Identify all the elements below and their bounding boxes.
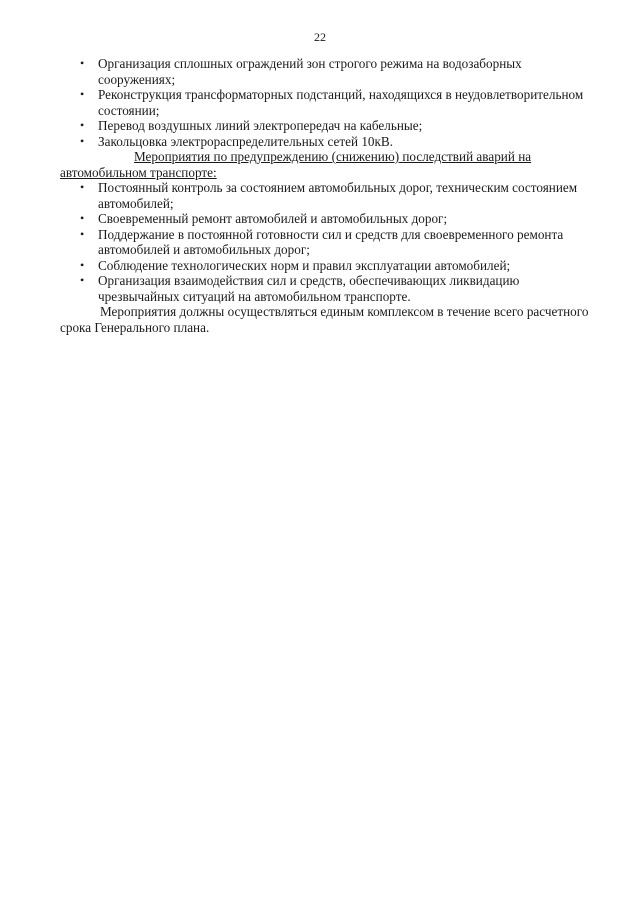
- list-item-text: Перевод воздушных линий электропередач на кабельные;: [98, 118, 423, 133]
- list-item-text: Организация сплошных ограждений зон строгого режима на водозаборных сооружениях;: [98, 56, 522, 87]
- list-item-text: Организация взаимодействия сил и средств, обеспечивающих ликвидацию чрезвычайных ситуаций на автомобильном транспорте.: [98, 273, 520, 304]
- list-item: [80, 133, 590, 150]
- list-item-text: Реконструкция трансформаторных подстанций, находящихся в неудовлетворительном состоянии;: [98, 87, 584, 118]
- measures-list-transport: [60, 180, 590, 304]
- list-item: [80, 118, 590, 134]
- list-item-text: Соблюдение технологических норм и правил эксплуатации автомобилей;: [98, 257, 511, 273]
- bullet-icon: •: [80, 226, 85, 241]
- list-item: [80, 211, 590, 227]
- list-item-text: Закольцовка электрораспределительных сетей 10кВ.: [98, 133, 394, 149]
- list-item: [80, 226, 590, 258]
- bullet-icon: •: [80, 133, 85, 148]
- document-body: [60, 56, 590, 335]
- list-item: [80, 273, 590, 304]
- bullet-icon: •: [80, 211, 85, 225]
- bullet-icon: •: [80, 180, 85, 194]
- list-item: [80, 56, 590, 87]
- list-item: [80, 180, 590, 211]
- bullet-icon: •: [80, 257, 85, 272]
- bullet-icon: •: [80, 118, 85, 132]
- list-item-text: Своевременный ремонт автомобилей и автомобильных дорог;: [98, 211, 448, 226]
- page-number: 22: [314, 30, 326, 44]
- list-item: [80, 257, 590, 274]
- bullet-icon: •: [80, 273, 85, 287]
- list-item: [80, 87, 590, 118]
- bullet-icon: •: [80, 87, 85, 101]
- section-heading: Мероприятия по предупреждению (снижению) последствий аварий на автомобильном транспорте:: [60, 149, 532, 180]
- measures-list-utilities: [60, 56, 590, 149]
- closing-paragraph: Мероприятия должны осуществляться единым комплексом в течение всего расчетного срока Генерального плана.: [60, 304, 589, 335]
- list-item-text: Поддержание в постоянной готовности сил и средств для своевременного ремонта автомобилей и автомобильных дорог;: [98, 226, 564, 257]
- bullet-icon: •: [80, 56, 85, 70]
- list-item-text: Постоянный контроль за состоянием автомобильных дорог, техническим состоянием автомобилей;: [98, 180, 578, 211]
